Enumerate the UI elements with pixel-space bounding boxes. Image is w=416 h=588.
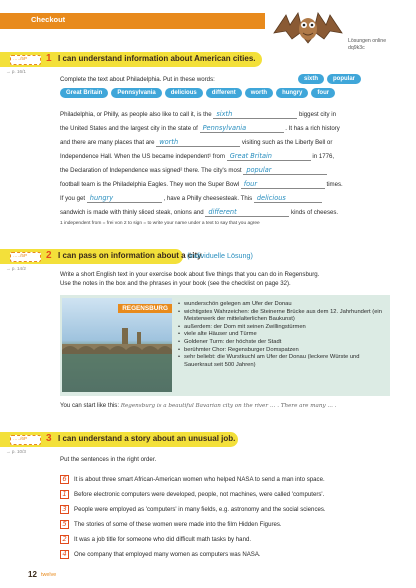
instruction: Use the notes in the box and the phrases in your book (see the checklist on page 32).: [60, 280, 291, 287]
sentence-text: People were employed as 'computers' in many fields, e.g. astronomy and the social sciences.: [74, 506, 326, 513]
section-3-bar: [0, 432, 238, 447]
answer-field[interactable]: hungry: [87, 194, 162, 203]
answer-field[interactable]: Pennsylvania: [200, 124, 284, 133]
sentence-text: It is about three smart African-American women who helped NASA to send a man into space.: [74, 476, 325, 483]
order-number-field[interactable]: 3: [60, 505, 69, 514]
answer-field[interactable]: Great Britain: [227, 152, 311, 161]
text-line: If you get hungry , have a Philly cheesesteak. This delicious: [60, 194, 322, 203]
sentence-row: [60, 520, 282, 529]
score-box[interactable]: …../6P: [10, 435, 41, 445]
page-reference: → p. 14/2: [6, 266, 26, 271]
word-chip: delicious: [165, 88, 203, 98]
word-chips-row-2: [60, 88, 335, 98]
word-chip: Pennsylvania: [111, 88, 161, 98]
sentence-row: [60, 535, 251, 544]
list-item: • wichtigstes Wahrzeichen: die Steinerne Brücke aus dem 12. Jahrhundert (ein Meisterwerk der mittelalterlichen Baukunst): [178, 309, 388, 324]
page-number: 12: [28, 570, 37, 579]
bat-mascot-icon: [272, 3, 344, 61]
checkout-header: [0, 13, 265, 29]
section-1-bar: [0, 52, 262, 67]
answer-field[interactable]: delicious: [254, 194, 322, 203]
sentence-text: It was a job title for someone who did difficult math tasks by hand.: [74, 536, 252, 543]
photo-label: REGENSBURG: [118, 304, 172, 313]
order-number-field[interactable]: 4: [60, 550, 69, 559]
list-item: • viele alte Häuser und Türme: [178, 331, 388, 339]
regensburg-photo: [62, 298, 172, 392]
word-chip: sixth: [298, 74, 324, 84]
sentence-text: One company that employed many women as computers was NASA.: [74, 551, 261, 558]
sentence-row: [60, 550, 261, 559]
order-number-field[interactable]: 1: [60, 490, 69, 499]
word-chip: different: [206, 88, 242, 98]
score-box[interactable]: …../5P: [10, 55, 41, 65]
list-item: • Goldener Turm: der höchste der Stadt: [178, 339, 388, 347]
footnote: 1 independent from = frei von 2 to sign = to write your name under a text to say that you agree: [60, 221, 260, 226]
start-hint: [60, 402, 337, 409]
online-code: dq9k3c: [348, 45, 365, 51]
instruction: Write a short English text in your exercise book about five things that you can do in Regensburg.: [60, 271, 320, 278]
page-reference: → p. 10/3: [6, 449, 26, 454]
text-line: Independence Hall. When the US became independent¹ from Great Britain in 1776,: [60, 152, 335, 160]
checkout-title: Checkout: [31, 15, 66, 24]
page-number-word: twelve: [41, 572, 57, 578]
sentence-row: [60, 490, 324, 499]
page-reference: → p. 16/1: [6, 69, 26, 74]
text-line: Philadelphia, or Philly, as people also like to call it, is the sixth biggest city in: [60, 110, 336, 118]
section-title: I can understand information about American cities.: [58, 54, 256, 63]
answer-field[interactable]: popular: [243, 166, 327, 175]
online-solutions-label: Lösungen online: [348, 38, 387, 44]
list-item: • wunderschön gelegen am Ufer der Donau: [178, 301, 388, 309]
order-number-field[interactable]: 2: [60, 535, 69, 544]
list-item: • berühmter Chor: Regensburger Domspatzen: [178, 347, 388, 355]
answer-field[interactable]: different: [205, 208, 289, 217]
sentence-text: The stories of some of these women were made into the film Hidden Figures.: [74, 521, 282, 528]
sentence-text: Before electronic computers were developed, people, not machines, were called 'computers'.: [74, 491, 325, 498]
section-title: I can pass on information about a city.: [58, 251, 204, 260]
answer-field[interactable]: worth: [156, 138, 240, 147]
sentence-row: [60, 505, 326, 514]
answer-field[interactable]: four: [241, 180, 325, 189]
word-chip: popular: [327, 74, 361, 84]
word-chip: Great Britain: [60, 88, 108, 98]
list-item: • außerdem: der Dom mit seinen Zwillingstürmen: [178, 324, 388, 332]
answer-field[interactable]: sixth: [213, 110, 297, 119]
section-2-bar: [0, 249, 204, 264]
text-line: football team is the Philadelphia Eagles. They won the Super Bowl four times.: [60, 180, 343, 188]
text-line: sandwich is made with thinly sliced steak, onions and different kinds of cheeses.: [60, 208, 339, 216]
word-chips-row-1: [298, 74, 361, 84]
score-box[interactable]: …../5P: [10, 252, 41, 262]
individual-solution-note: (individuelle Lösung): [187, 251, 253, 260]
text-line: and there are many places that are worth visiting such as the Liberty Bell or: [60, 138, 333, 146]
instruction: Put the sentences in the right order.: [60, 456, 157, 463]
text-line: the Declaration of Independence was signed² there. The city's most popular: [60, 166, 327, 175]
notes-list: [178, 301, 388, 369]
order-number-field[interactable]: 5: [60, 520, 69, 529]
section-number: 1: [46, 53, 52, 64]
online-solutions: [348, 38, 386, 52]
word-chip: worth: [245, 88, 273, 98]
word-chip: four: [311, 88, 335, 98]
section-title: I can understand a story about an unusual job.: [58, 434, 236, 443]
order-number-field[interactable]: 6: [60, 475, 69, 484]
instruction: Complete the text about Philadelphia. Put in these words:: [60, 76, 215, 83]
start-label: You can start like this:: [60, 402, 120, 409]
word-chip: hungry: [276, 88, 308, 98]
start-text: Regensburg is a beautiful Bavarian city on the river … . There are many … .: [120, 403, 337, 409]
sentence-row: [60, 475, 325, 484]
text-line: the United States and the largest city in the state of Pennsylvania . It has a rich history: [60, 124, 340, 132]
section-number: 3: [46, 433, 52, 444]
section-number: 2: [46, 250, 52, 261]
list-item: • sehr beliebt: die Wurstkuchl am Ufer der Donau (leckere Würste und Sauerkraut seit 500 Jahren): [178, 354, 388, 369]
